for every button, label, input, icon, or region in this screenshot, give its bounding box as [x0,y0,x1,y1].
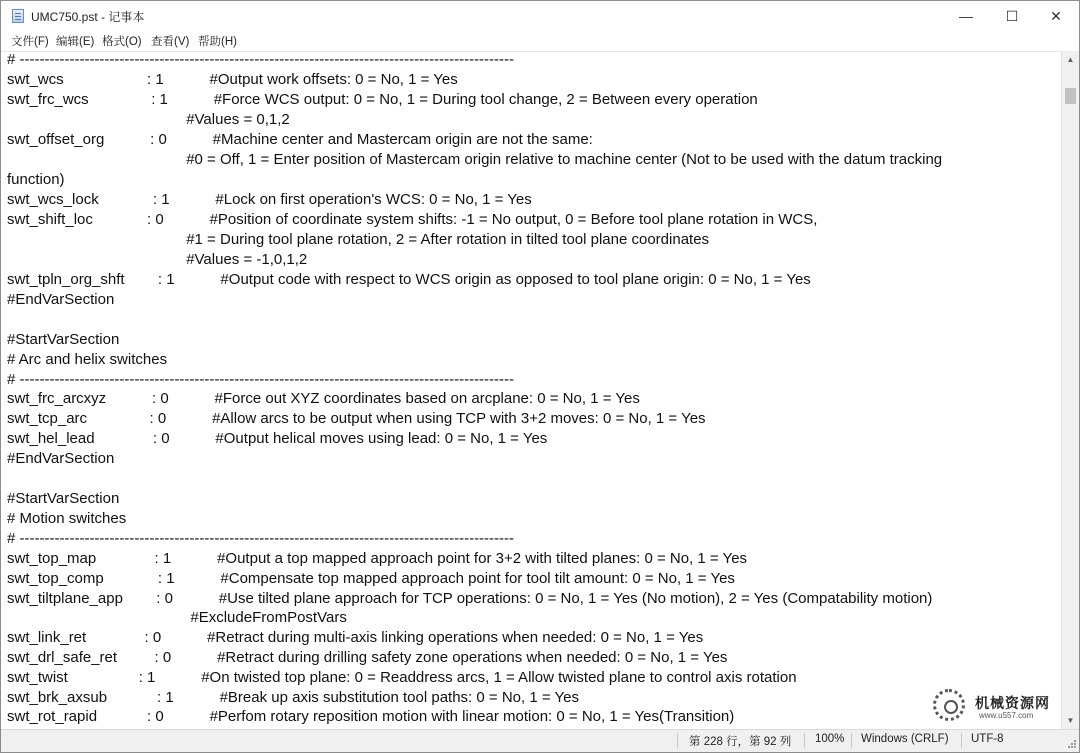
text-line: swt_tiltplane_app : 0 #Use tilted plane approach for TCP operations: 0 = No, 1 = Yes (No motion), 2 = Yes (Compatability motion) [7,590,933,607]
text-line: # --------------------------------------------------------------------------------------------------- [7,371,515,388]
menu-format[interactable]: 格式(O) [102,36,142,48]
menu-bar [1,31,1079,51]
resize-grip-icon[interactable] [1065,739,1077,751]
text-line: swt_shift_loc : 0 #Position of coordinate system shifts: -1 = No output, 0 = Before tool plane rotation in WCS, [7,211,818,228]
text-line: swt_tpln_org_shft : 1 #Output code with respect to WCS origin as opposed to tool plane origin: 0 = No, 1 = Yes [7,271,811,288]
status-divider [961,733,962,748]
text-line: #0 = Off, 1 = Enter position of Mastercam origin relative to machine center (Not to be used with the datum tracking [7,151,943,168]
watermark-logo [931,687,1061,727]
text-line: #Values = 0,1,2 [7,111,290,128]
status-divider [677,733,678,748]
window-title: UMC750.pst - 记事本 [31,10,145,24]
text-line: swt_brk_axsub : 1 #Break up axis substitution tool paths: 0 = No, 1 = Yes [7,689,579,706]
status-divider [804,733,805,748]
menu-help[interactable]: 帮助(H) [198,36,237,48]
text-line: swt_wcs_lock : 1 #Lock on first operation's WCS: 0 = No, 1 = Yes [7,191,532,208]
line-ending: Windows (CRLF) [861,733,949,745]
text-line: # Motion switches [7,510,127,527]
text-line: swt_offset_org : 0 #Machine center and Mastercam origin are not the same: [7,131,593,148]
menu-view[interactable]: 查看(V) [151,36,190,48]
notepad-icon [12,9,24,23]
text-line: # Arc and helix switches [7,351,168,368]
text-line: swt_rot_rapid : 0 #Perfom rotary reposition motion with linear motion: 0 = No, 1 = Yes(Transition) [7,708,735,725]
text-line: swt_link_ret : 0 #Retract during multi-axis linking operations when needed: 0 = No, 1 = Yes [7,629,704,646]
text-line: swt_hel_lead : 0 #Output helical moves using lead: 0 = No, 1 = Yes [7,430,548,447]
minimize-button[interactable]: — [959,8,973,24]
watermark-title: 机械资源网 [975,695,1050,711]
menu-edit[interactable]: 编辑(E) [56,36,95,48]
encoding: UTF-8 [971,733,1004,745]
text-line: # --------------------------------------------------------------------------------------------------- [7,530,515,547]
gear-icon [933,689,965,721]
text-line: function) [7,171,65,188]
text-line: swt_wcs : 1 #Output work offsets: 0 = No, 1 = Yes [7,71,458,88]
status-bar [1,729,1079,752]
maximize-button[interactable]: ☐ [1005,7,1019,24]
text-line: #StartVarSection [7,331,120,348]
text-line: swt_frc_arcxyz : 0 #Force out XYZ coordinates based on arcplane: 0 = No, 1 = Yes [7,390,640,407]
title-bar[interactable] [1,1,1079,31]
text-line: swt_top_comp : 1 #Compensate top mapped approach point for tool tilt amount: 0 = No, 1 = Yes [7,570,735,587]
text-line: #Values = -1,0,1,2 [7,251,308,268]
text-line: #ExcludeFromPostVars [7,609,347,626]
text-line: # --------------------------------------------------------------------------------------------------- [7,51,515,68]
text-line: swt_tcp_arc : 0 #Allow arcs to be output when using TCP with 3+2 moves: 0 = No, 1 = Yes [7,410,706,427]
zoom-level: 100% [815,733,845,745]
text-line: #1 = During tool plane rotation, 2 = After rotation in tilted tool plane coordinates [7,231,710,248]
text-line: #EndVarSection [7,291,115,308]
text-line: #EndVarSection [7,450,115,467]
close-button[interactable]: ✕ [1050,7,1062,24]
text-line: swt_frc_wcs : 1 #Force WCS output: 0 = No, 1 = During tool change, 2 = Between every operation [7,91,758,108]
text-line: swt_twist : 1 #On twisted top plane: 0 = Readdress arcs, 1 = Allow twisted plane to control axis rotation [7,669,797,686]
status-divider [851,733,852,748]
menu-file[interactable]: 文件(F) [11,36,49,48]
text-line: #StartVarSection [7,490,120,507]
text-editor[interactable] [1,51,1061,730]
cursor-position: 第 228 行，第 92 列 [689,736,792,748]
scroll-up-arrow-icon[interactable]: ▲ [1066,54,1075,64]
scroll-thumb[interactable] [1065,88,1076,104]
text-line: swt_drl_safe_ret : 0 #Retract during drilling safety zone operations when needed: 0 = No, 1 = Yes [7,649,728,666]
text-line: swt_top_map : 1 #Output a top mapped approach point for 3+2 with tilted planes: 0 = No, 1 = Yes [7,550,748,567]
watermark-url: www.u557.com [979,711,1034,720]
scroll-down-arrow-icon[interactable]: ▼ [1066,715,1075,725]
vertical-scrollbar[interactable] [1061,51,1079,729]
